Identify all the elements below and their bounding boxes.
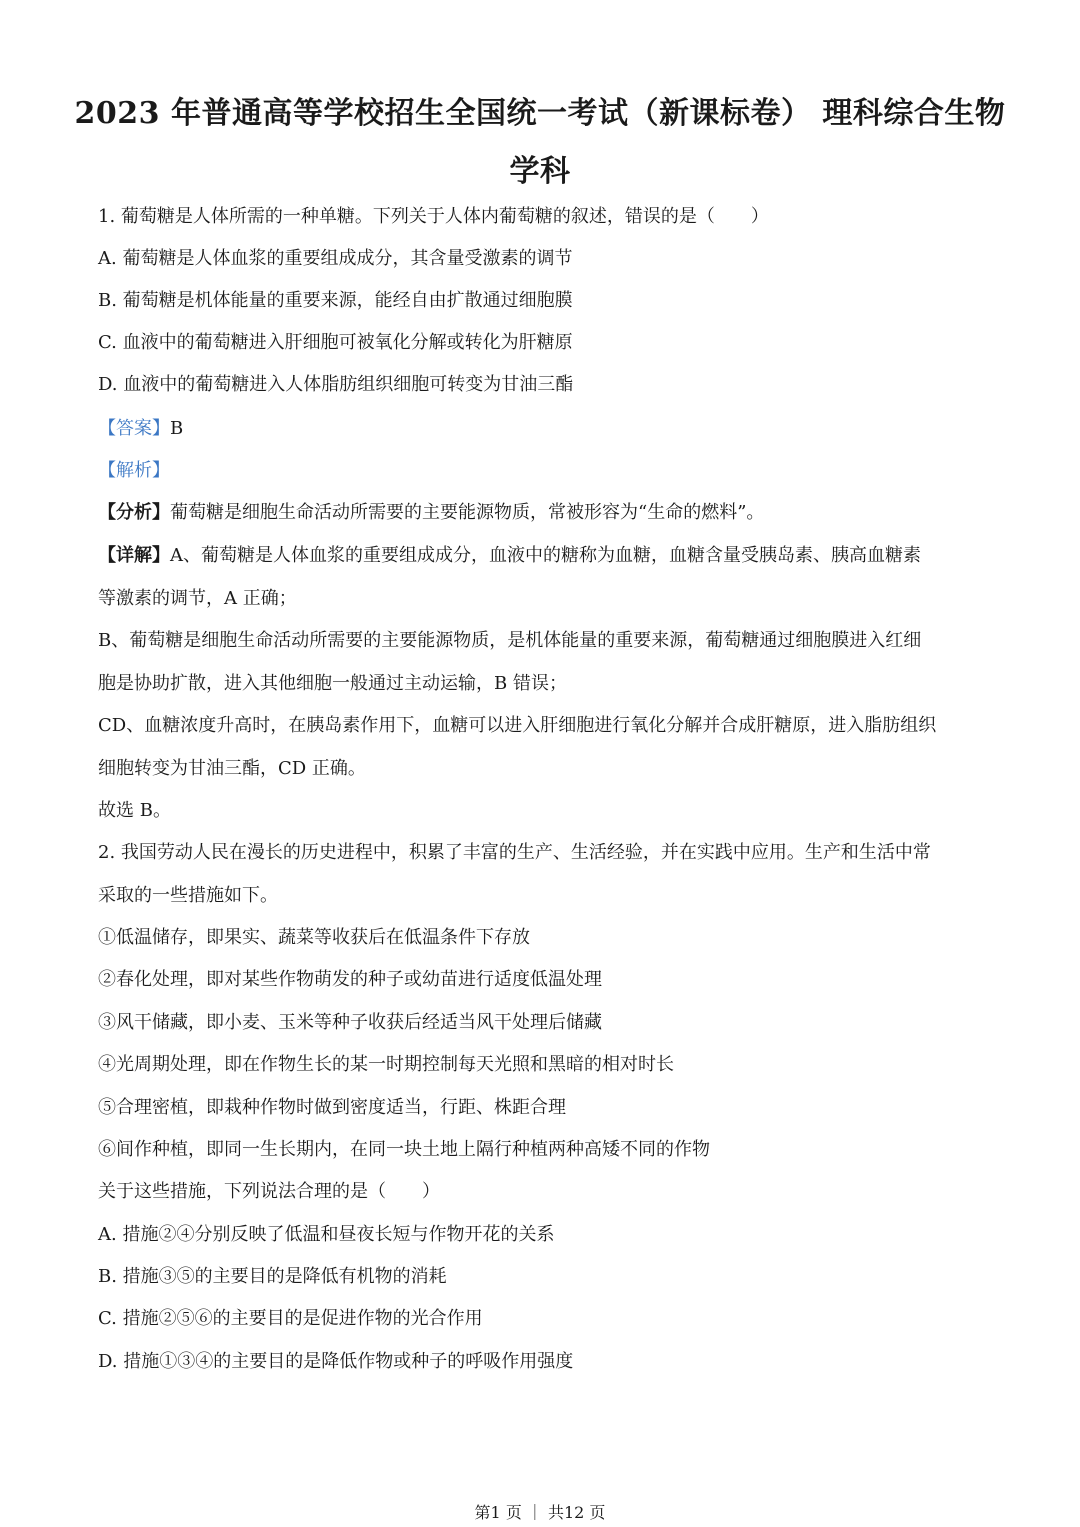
question-1-option-c: C. 血液中的葡萄糖进入肝细胞可被氧化分解或转化为肝糖原 [98,332,573,353]
answer-value: B [170,418,184,439]
measure-item: ⑤合理密植，即栽种作物时做到密度适当，行距、株距合理 [98,1097,566,1118]
detail-line: 胞是协助扩散，进入其他细胞一般通过主动运输，B 错误； [98,673,567,694]
question-1-option-a: A. 葡萄糖是人体血浆的重要组成成分，其含量受激素的调节 [98,248,573,269]
analysis-tag: 【解析】 [98,460,170,481]
page-number-footer: 第1 页 ｜ 共12 页 [474,1503,606,1522]
question-2-stem: 2. 我国劳动人民在漫长的历史进程中，积累了丰富的生产、生活经验，并在实践中应用。生产和生活中常 [98,842,931,863]
answer-row [98,417,998,441]
question-2-prompt: 关于这些措施，下列说法合理的是（ ） [98,1181,440,1202]
question-2-stem: 采取的一些措施如下。 [98,885,278,906]
detail-line: A、葡萄糖是人体血浆的重要组成成分，血液中的糖称为血糖，血糖含量受胰岛素、胰高血糖素 [170,545,921,566]
question-2-option-a: A. 措施②④分别反映了低温和昼夜长短与作物开花的关系 [98,1224,555,1245]
detail-line: 故选 B。 [98,800,171,821]
question-2-option-b: B. 措施③⑤的主要目的是降低有机物的消耗 [98,1266,447,1287]
measure-item: ①低温储存，即果实、蔬菜等收获后在低温条件下存放 [98,927,530,948]
fenxi-text: 葡萄糖是细胞生命活动所需要的主要能源物质，常被形容为“生命的燃料”。 [170,502,765,523]
detail-line: 细胞转变为甘油三酯，CD 正确。 [98,758,366,779]
fenxi-tag: 【分析】 [98,502,170,523]
measure-item: ④光周期处理，即在作物生长的某一时期控制每天光照和黑暗的相对时长 [98,1054,674,1075]
question-2-option-c: C. 措施②⑤⑥的主要目的是促进作物的光合作用 [98,1308,483,1329]
question-1-option-d: D. 血液中的葡萄糖进入人体脂肪组织细胞可转变为甘油三酯 [98,374,574,395]
measure-item: ②春化处理，即对某些作物萌发的种子或幼苗进行适度低温处理 [98,969,602,990]
page-subtitle: 学科 [509,154,571,189]
question-1-stem: 1. 葡萄糖是人体所需的一种单糖。下列关于人体内葡萄糖的叙述，错误的是（ ） [98,206,769,227]
xiangjie-row [98,544,998,568]
question-1-option-b: B. 葡萄糖是机体能量的重要来源，能经自由扩散通过细胞膜 [98,290,573,311]
detail-line: 等激素的调节，A 正确； [98,588,297,609]
detail-line: CD、血糖浓度升高时，在胰岛素作用下，血糖可以进入肝细胞进行氧化分解并合成肝糖原，进入脂肪组织 [98,715,937,736]
analysis-row [98,459,998,483]
measure-item: ③风干储藏，即小麦、玉米等种子收获后经适当风干处理后储藏 [98,1012,602,1033]
fenxi-row [98,501,998,525]
xiangjie-tag: 【详解】 [98,545,170,566]
answer-tag: 【答案】 [98,418,170,439]
measure-item: ⑥间作种植，即同一生长期内，在同一块土地上隔行种植两种高矮不同的作物 [98,1139,710,1160]
detail-line: B、葡萄糖是细胞生命活动所需要的主要能源物质，是机体能量的重要来源，葡萄糖通过细胞膜进入红细 [98,630,922,651]
question-2-option-d: D. 措施①③④的主要目的是降低作物或种子的呼吸作用强度 [98,1351,574,1372]
page-title: 2023 年普通高等学校招生全国统一考试（新课标卷） 理科综合生物 [74,96,1006,131]
